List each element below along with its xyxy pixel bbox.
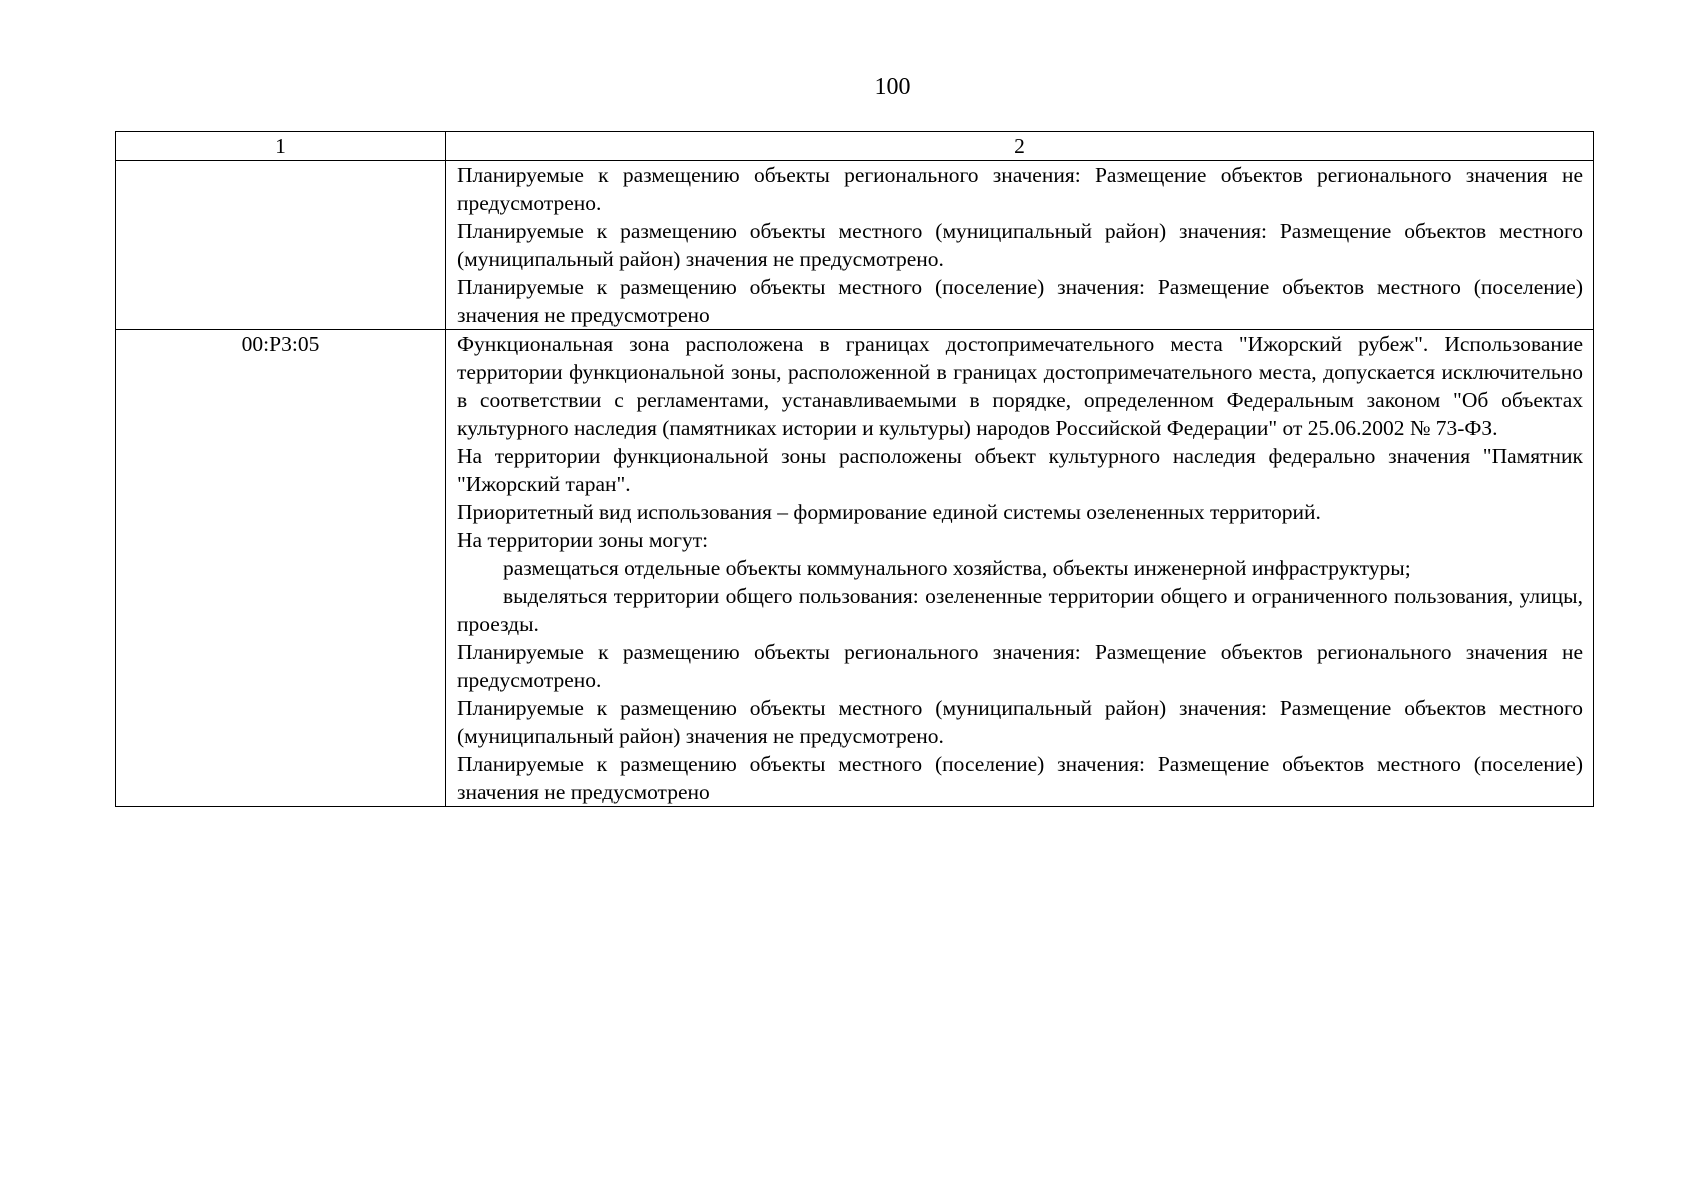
column-header-2: 2 [446, 132, 1594, 161]
zone-description-cell [446, 330, 1594, 807]
column-header-1: 1 [116, 132, 446, 161]
list-item: размещаться отдельные объекты коммунального хозяйства, объекты инженерной инфраструктуры; [503, 556, 1411, 580]
list-item: выделяться территории общего пользования: озелененные территории общего и ограниченного пользования, улицы, проезды. [457, 584, 1583, 636]
paragraph: Планируемые к размещению объекты местного (муниципальный район) значения: Размещение объектов местного (муниципальный район) значения не предусмотрено. [457, 696, 1583, 748]
zone-code-cell: 00:Р3:05 [116, 330, 446, 807]
zone-description-cell [446, 161, 1594, 330]
page-number: 100 [874, 74, 911, 100]
zone-code-cell [116, 161, 446, 330]
paragraph: Планируемые к размещению объекты местного (муниципальный район) значения: Размещение объектов местного (муниципальный район) значения не предусмотрено. [457, 219, 1583, 271]
paragraph: Планируемые к размещению объекты местного (поселение) значения: Размещение объектов местного (поселение) значения не предусмотрено [457, 275, 1583, 327]
paragraph: Функциональная зона расположена в границах достопримечательного места "Ижорский рубеж". Использование территории функциональной зоны, расположенной в границах достопримечательного места, допускается исключительно в соответствии с регламентами, устанавливаемыми в порядке, определенном Федеральным законом "Об объектах культурного наследия (памятниках истории и культуры) народов Российской Федерации" от 25.06.2002 № 73-ФЗ. [457, 332, 1583, 440]
paragraph: На территории функциональной зоны расположены объект культурного наследия федерально значения "Памятник "Ижорский таран". [457, 444, 1583, 496]
paragraph: Планируемые к размещению объекты регионального значения: Размещение объектов регионального значения не предусмотрено. [457, 640, 1583, 692]
zone-table [115, 131, 1594, 807]
paragraph: На территории зоны могут: [457, 528, 709, 552]
table-header-row [116, 132, 1594, 161]
table-row [116, 161, 1594, 330]
paragraph: Планируемые к размещению объекты местного (поселение) значения: Размещение объектов местного (поселение) значения не предусмотрено [457, 752, 1583, 804]
paragraph: Планируемые к размещению объекты регионального значения: Размещение объектов регионального значения не предусмотрено. [457, 163, 1583, 215]
paragraph: Приоритетный вид использования – формирование единой системы озелененных территорий. [457, 500, 1321, 524]
table-row [116, 330, 1594, 807]
